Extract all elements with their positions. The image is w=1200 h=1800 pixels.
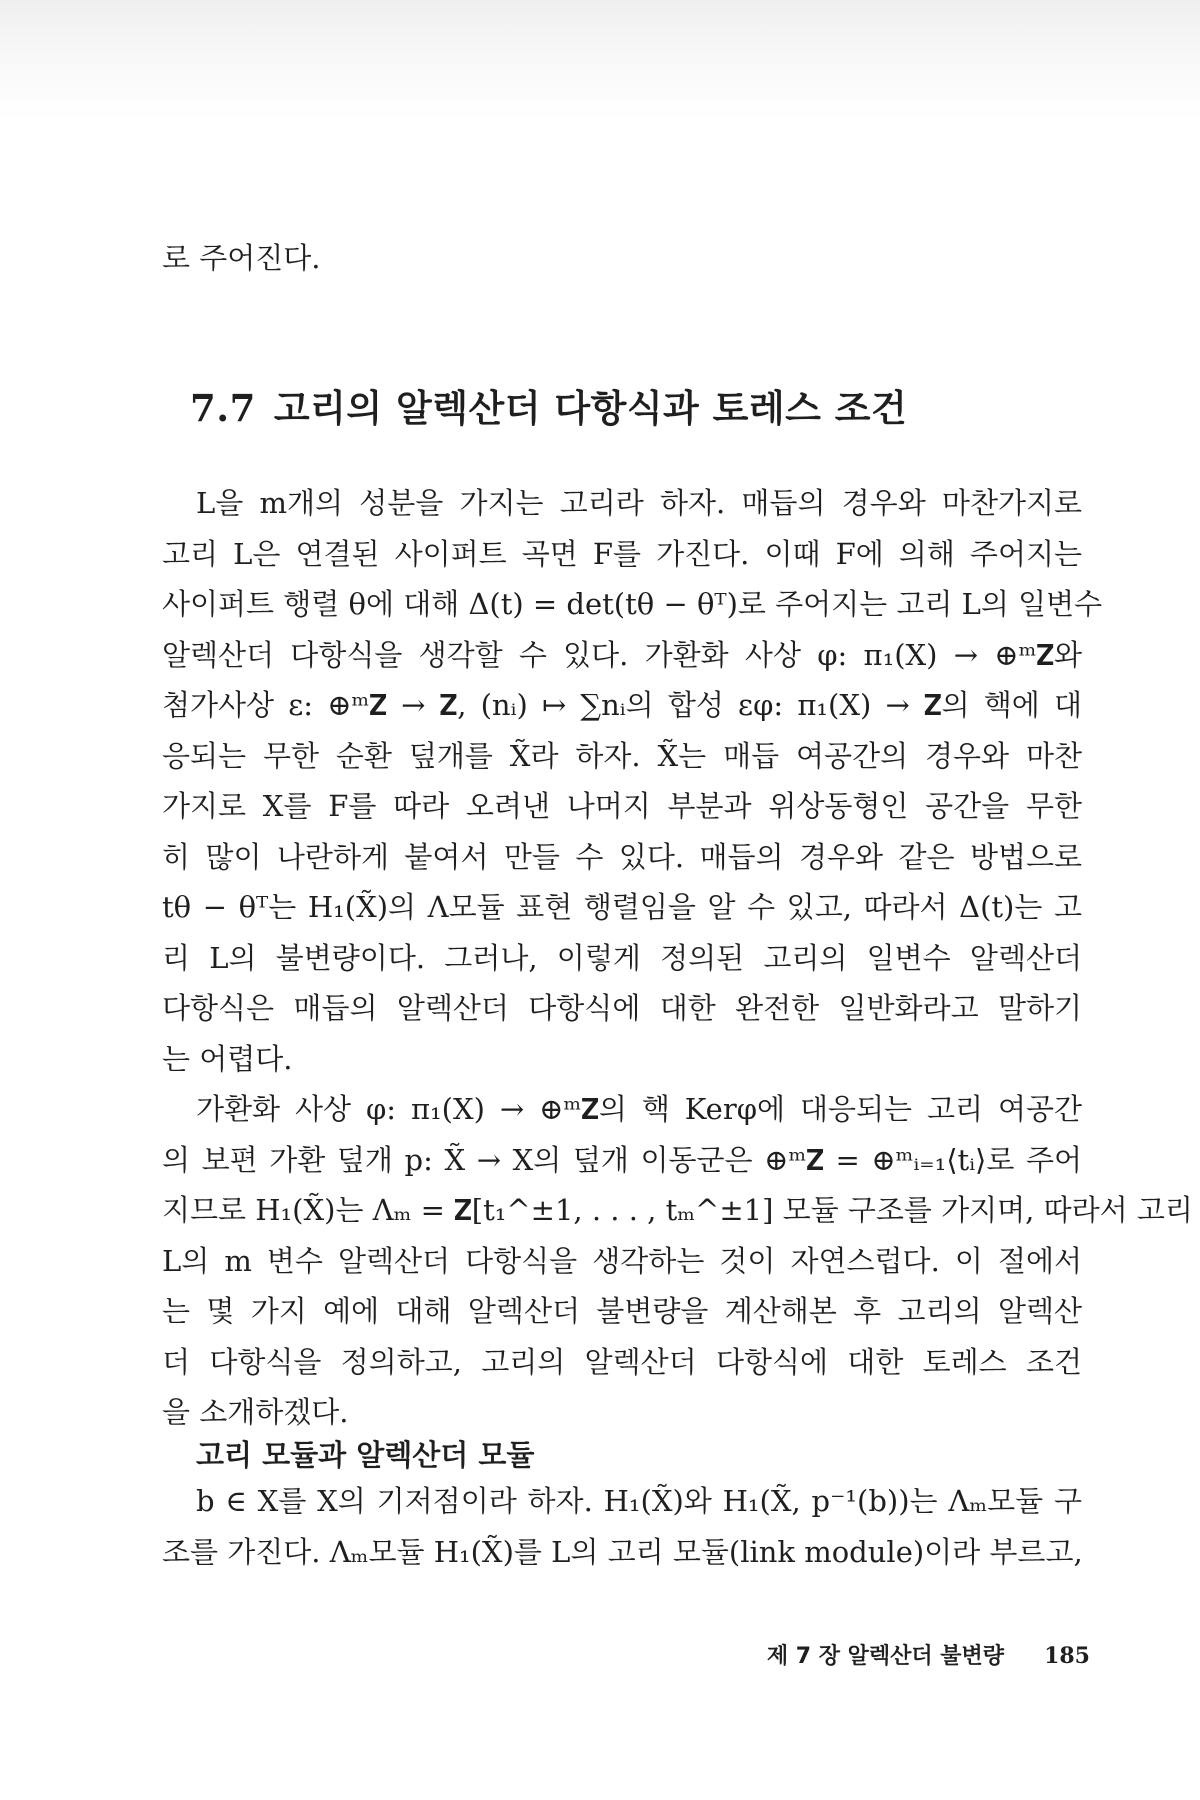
text-line: 응되는 무한 순환 덮개를 X̃라 하자. X̃는 매듭 여공간의 경우와 마찬 [162, 738, 1082, 773]
page-footer [767, 1639, 1090, 1670]
text-line: 가환화 사상 φ: π₁(X) → ⊕ᵐ𝐙의 핵 Kerφ에 대응되는 고리 여공간 [196, 1092, 1082, 1126]
text-line: 히 많이 나란하게 붙여서 만들 수 있다. 매듭의 경우와 같은 방법으로 [162, 839, 1082, 874]
text-line: L을 m개의 성분을 가지는 고리라 하자. 매듭의 경우와 마찬가지로 [196, 486, 1082, 520]
lead-line: 로 주어진다. [162, 241, 321, 275]
paragraph-3 [162, 1476, 1082, 1577]
text-line: 의 보편 가환 덮개 p: X̃ → X의 덮개 이동군은 ⊕ᵐ𝐙 = ⊕ᵐᵢ₌₁⟨tᵢ⟩로 주어 [162, 1142, 1082, 1177]
section-heading [190, 378, 907, 432]
text-line: 리 L의 불변량이다. 그러나, 이렇게 정의된 고리의 일변수 알렉산더 [162, 940, 1082, 975]
text-line: 첨가사상 ε: ⊕ᵐ𝐙 → 𝐙, (nᵢ) ↦ ∑nᵢ의 합성 εφ: π₁(X) → 𝐙의 핵에 대 [162, 688, 1082, 722]
text-line: 다항식은 매듭의 알렉산더 다항식에 대한 완전한 일반화라고 말하기 [162, 991, 1082, 1025]
text-line: 지므로 H₁(X̃)는 Λₘ = 𝐙[t₁^±1, . . . , tₘ^±1] 모듈 구조를 가지며, 따라서 고리 [162, 1193, 1193, 1227]
section-title: 고리의 알렉산더 다항식과 토레스 조건 [273, 386, 908, 430]
text-line: 더 다항식을 정의하고, 고리의 알렉산더 다항식에 대한 토레스 조건 [162, 1344, 1082, 1379]
text-line: 조를 가진다. Λₘ모듈 H₁(X̃)를 L의 고리 모듈(link module)이라 부르고, [162, 1534, 1083, 1569]
section-body [162, 478, 1193, 1438]
text-line: 고리 L은 연결된 사이퍼트 곡면 F를 가진다. 이때 F에 의해 주어지는 [162, 536, 1082, 571]
text-line: tθ − θᵀ는 H₁(X̃)의 Λ모듈 표현 행렬임을 알 수 있고, 따라서 Δ(t)는 고 [162, 890, 1082, 924]
text-line: 는 몇 가지 예에 대해 알렉산더 불변량을 계산해본 후 고리의 알렉산 [162, 1294, 1082, 1328]
paragraph-2 [162, 1084, 1193, 1438]
section-number: 7.7 [190, 386, 256, 430]
subsection-heading: 고리 모듈과 알렉산더 모듈 [196, 1438, 535, 1472]
text-line: 알렉산더 다항식을 생각할 수 있다. 가환화 사상 φ: π₁(X) → ⊕ᵐ𝐙와 [162, 637, 1082, 672]
text-line: 는 어렵다. [162, 1041, 293, 1076]
text-line: b ∈ X를 X의 기저점이라 하자. H₁(X̃)와 H₁(X̃, p⁻¹(b))는 Λₘ모듈 구 [196, 1484, 1082, 1518]
text-line: 을 소개하겠다. [162, 1395, 349, 1429]
page-number: 185 [1044, 1643, 1090, 1669]
running-footer-chapter: 제 7 장 알렉산더 불변량 [766, 1644, 1005, 1669]
paragraph-1 [162, 478, 1103, 1084]
text-line: 가지로 X를 F를 따라 오려낸 나머지 부분과 위상동형인 공간을 무한 [162, 789, 1082, 823]
text-line: L의 m 변수 알렉산더 다항식을 생각하는 것이 자연스럽다. 이 절에서 [162, 1243, 1082, 1278]
text-line: 사이퍼트 행렬 θ에 대해 Δ(t) = det(tθ − θᵀ)로 주어지는 고리 L의 일변수 [162, 587, 1103, 621]
